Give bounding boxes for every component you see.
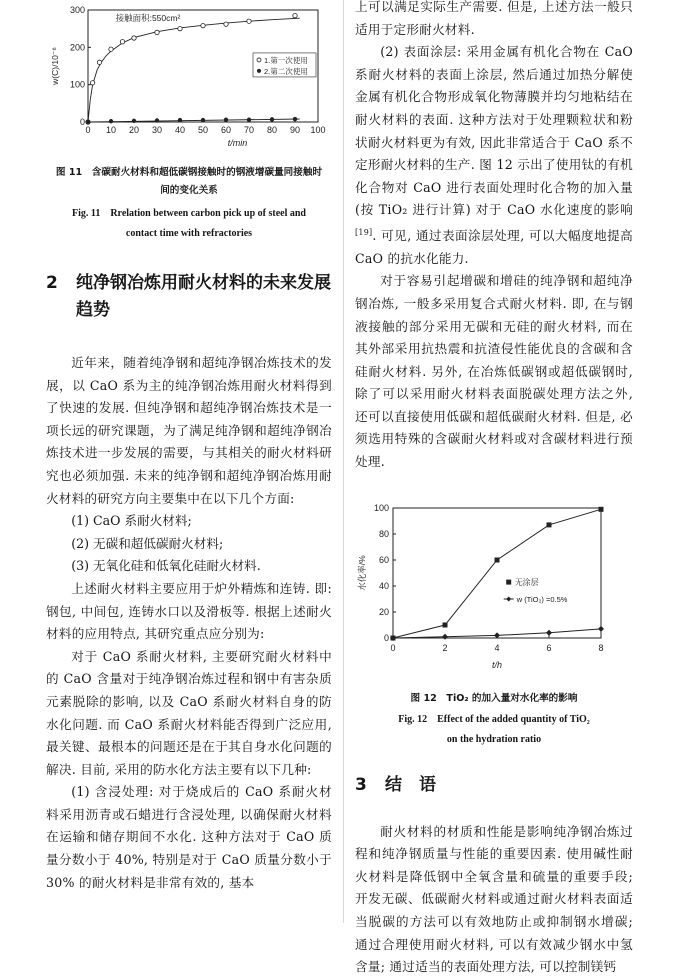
fig11-legend-marker-2 xyxy=(257,69,261,73)
fig12-point-series1 xyxy=(495,557,500,562)
direction-list-item-3: (3) 无氧化硅和低氧化硅耐火材料. xyxy=(71,558,261,574)
fig11-y-tick-label: 200 xyxy=(69,42,85,53)
fig11-x-tick-label: 60 xyxy=(220,125,232,135)
fig11-point-series2 xyxy=(293,117,297,121)
section-3-number: 3 xyxy=(355,774,367,795)
fig12-legend-marker-1 xyxy=(506,579,511,584)
fig11-point-series1 xyxy=(178,26,182,30)
right-paragraph-2-end: . 可见, 通过表面涂层处理, 可以大幅度地提高 CaO 的抗水化能力. xyxy=(355,228,633,266)
direction-list-item-2: (2) 无碳和超低碳耐火材料; xyxy=(71,535,224,551)
fig11-point-series2 xyxy=(155,118,159,122)
fig11-point-series2 xyxy=(86,120,90,124)
fig12-y-tick-label: 80 xyxy=(378,528,389,539)
fig11-x-tick-label: 30 xyxy=(151,125,163,135)
fig11-point-series1 xyxy=(90,81,94,85)
fig11-point-series1 xyxy=(224,22,228,26)
fig11-y-tick-label: 100 xyxy=(69,79,85,90)
figure-11-caption-cn: 图 11 含碳耐火材料和超低碳钢接触时的钢液增碳量同接触时间的变化关系 xyxy=(55,167,323,196)
fig11-point-series1 xyxy=(201,23,205,27)
section-2-number: 2 xyxy=(46,273,58,293)
figure-12-caption-en: Fig. 12 Effect of the added quantity of TiO₂ on the hydration ratio xyxy=(398,713,590,745)
fig11-y-axis-label: w(C)/10⁻⁶ xyxy=(50,47,60,85)
right-paragraph-3: 对于容易引起增碳和增硅的纯净钢和超纯净钢冶炼, 一般多采用复合式耐火材料. 即, 在与钢液接触的部分采用无碳和无硅的耐火材料, 而在其外部采用抗热震和抗渣侵性能优良的含碳和含硅耐火材料. 另外, 在冶炼低碳钢或超低碳钢时, 除了可以采用耐火材料表面脱碳处理方法之外, 还可以直接使用低碳和超低碳耐火材料. 但是, 必须选用特殊的含碳耐火材料或对含碳材料进行预处理. xyxy=(355,273,633,470)
fig12-y-tick-label: 40 xyxy=(378,580,389,591)
fig11-x-tick-label: 10 xyxy=(105,125,117,135)
fig11-point-series2 xyxy=(201,118,205,122)
fig11-x-tick-label: 0 xyxy=(85,125,91,135)
fig11-x-axis-label: t/min xyxy=(227,138,248,148)
fig12-point-series2 xyxy=(598,626,604,632)
fig12-x-tick-label: 8 xyxy=(598,642,604,653)
fig11-point-series2 xyxy=(247,118,251,122)
section-3-title: 结 语 xyxy=(385,774,436,795)
fig12-y-axis-label: 水化率/% xyxy=(357,554,367,591)
section-3-heading xyxy=(355,772,633,799)
fig11-point-series1 xyxy=(247,19,251,23)
fig12-point-series1 xyxy=(443,622,448,627)
left-paragraph-2: 上述耐火材料主要应用于炉外精炼和连铸. 即: 钢包, 中间包, 连铸水口以及滑板等. 根据上述耐火材料的应用特点, 其研究重点应分别为: xyxy=(46,580,332,642)
figure-12-chart xyxy=(355,500,633,678)
figure-11-chart xyxy=(46,0,332,150)
fig11-y-tick-label: 0 xyxy=(79,117,85,127)
citation-19: [19] xyxy=(355,227,373,237)
direction-list-item-1: (1) CaO 系耐火材料; xyxy=(71,513,192,529)
left-paragraph-3: 对于 CaO 系耐火材料, 主要研究耐火材料中的 CaO 含量对于纯净钢冶炼过程和钢中有害杂质元素脱除的影响, 以及 CaO 系耐火材料自身的防水化问题. 而 CaO 系耐火材料能否得到广泛应用, 最关键、最根本的问题还是在于其自身水化问题的解决. 目前, 采用的防水化方法主要有以下几种: xyxy=(46,648,332,777)
fig11-legend-label-1: 1.第一次使用 xyxy=(264,55,308,65)
fig11-y-tick-label: 300 xyxy=(69,5,85,15)
fig12-x-tick-label: 0 xyxy=(390,642,396,653)
figure-11-caption-en: Fig. 11 Rrelation between carbon pick up of steel and contact time with refractories xyxy=(72,208,306,239)
fig12-y-tick-label: 60 xyxy=(378,554,389,565)
fig12-plot-frame xyxy=(393,508,601,638)
fig11-point-series2 xyxy=(224,118,228,122)
fig12-legend-label-2: w (TiO₂) =0.5% xyxy=(516,594,568,604)
fig12-point-series1 xyxy=(599,506,604,511)
fig11-point-series1 xyxy=(155,30,159,34)
fig11-point-series2 xyxy=(270,117,274,121)
fig12-point-series1 xyxy=(547,522,552,527)
fig12-legend-marker-2 xyxy=(506,596,511,601)
fig12-series-line-1 xyxy=(393,509,601,638)
fig11-legend-label-2: 2.第二次使用 xyxy=(264,66,308,76)
fig12-point-series2 xyxy=(442,633,448,639)
fig11-point-series1 xyxy=(109,47,113,51)
fig11-annotation: 接触面积:550cm² xyxy=(115,13,181,24)
fig11-x-tick-label: 90 xyxy=(289,125,301,135)
right-column xyxy=(355,0,633,979)
right-paragraph-2 xyxy=(355,41,633,270)
fig11-x-tick-label: 80 xyxy=(266,125,278,135)
section-2-heading xyxy=(46,270,332,324)
fig11-point-series1 xyxy=(132,36,136,40)
fig11-point-series2 xyxy=(109,119,113,123)
left-body xyxy=(46,352,332,894)
fig12-x-tick-label: 2 xyxy=(442,642,448,653)
fig12-x-tick-label: 6 xyxy=(546,642,552,653)
fig11-x-tick-label: 100 xyxy=(310,125,326,135)
fig11-x-tick-label: 40 xyxy=(174,125,186,135)
column-divider xyxy=(343,0,344,923)
fig11-point-series2 xyxy=(132,119,136,123)
left-paragraph-1: 近年来，随着纯净钢和超纯净钢冶炼技术的发展，以 CaO 系为主的纯净钢冶炼用耐火材料得到了快速的发展. 但纯净钢和超纯净钢冶炼技术是一项长远的研究课题，为了满足纯净钢和超纯净钢冶炼技术进一步发展的需要，与其相关的耐火材料研究也必须加强. 未来的纯净钢和超纯净钢冶炼用耐火材料的研究方向主要集中在以下几个方面: xyxy=(46,355,332,506)
fig11-x-tick-label: 20 xyxy=(128,125,140,135)
right-paragraph-2-text: (2) 表面涂层: 采用金属有机化合物在 CaO 系耐火材料的表面上涂层, 然后通过加热分解使金属有机化合物形成氧化物薄膜并均匀地粘结在耐火材料的表面. 这种方法对于处理颗粒状和粉状耐火材料更为有效, 因此非常适合于 CaO 系不定形耐火材料的生产. 图 12 示出了使用钛的有机化合物对 CaO 进行表面处理时化合物的加入量 (按 TiO₂ 进行计算) 对于 CaO 水化速度的影响 xyxy=(355,44,633,218)
fig11-x-tick-label: 70 xyxy=(243,125,255,135)
fig12-y-tick-label: 100 xyxy=(373,502,389,513)
fig12-y-tick-label: 20 xyxy=(378,606,389,617)
fig12-legend-label-1: 无涂层 xyxy=(514,577,539,587)
fig11-x-tick-label: 50 xyxy=(197,125,209,135)
fig11-point-series1 xyxy=(97,60,101,64)
left-column xyxy=(46,0,332,894)
right-paragraph-1: 上可以满足实际生产需要. 但是, 上述方法一般只适用于定形耐火材料. xyxy=(355,0,633,37)
fig12-x-axis-label: t/h xyxy=(491,659,503,670)
fig12-x-tick-label: 4 xyxy=(494,642,500,653)
fig12-y-tick-label: 0 xyxy=(383,632,389,643)
fig11-legend-marker-1 xyxy=(257,58,261,62)
figure-12-caption-cn: 图 12 TiO₂ 的加入量对水化率的影响 xyxy=(410,692,578,704)
fig11-point-series1 xyxy=(293,13,297,17)
fig11-point-series1 xyxy=(120,40,124,44)
fig12-point-series2 xyxy=(546,629,552,635)
left-paragraph-4: (1) 含浸处理: 对于烧成后的 CaO 系耐火材料采用沥青或石蜡进行含浸处理, 以确保耐火材料在运输和储存期间不水化. 这种方法对于 CaO 质量分数小于 40%, 特别是对于 CaO 质量分数小于 30% 的耐火材料是非常有效的, 基本 xyxy=(46,784,332,890)
fig11-point-series2 xyxy=(178,118,182,122)
section-2-title: 纯净钢冶炼用耐火材料的未来发展趋势 xyxy=(76,273,331,320)
right-paragraph-4: 耐火材料的材质和性能是影响纯净钢冶炼过程和纯净钢质量与性能的重要因素. 使用碱性耐火材料是降低钢中全氧含量和硫量的重要手段; 开发无碳、低碳耐火材料或通过耐火材料表面适当脱碳的方法可以有效地防止或抑制钢水增碳; 通过合理使用耐火材料, 可以有效减少钢水中氢含量; 通过适当的表面处理方法, 可以控制镁钙 xyxy=(355,823,633,975)
